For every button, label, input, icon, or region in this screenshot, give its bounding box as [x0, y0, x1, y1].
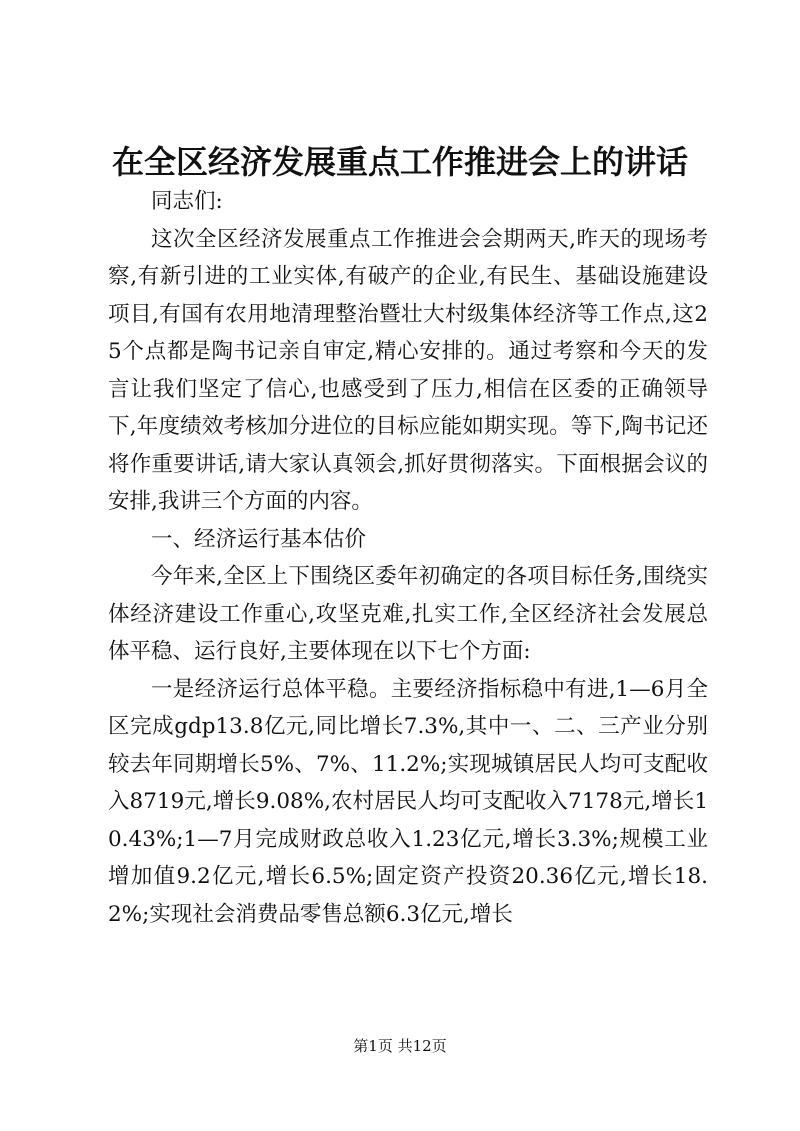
- document-title: 在全区经济发展重点工作推进会上的讲话: [111, 143, 688, 181]
- paragraph-overview: 今年来,全区上下围绕区委年初确定的各项目标任务,围绕实体经济建设工作重心,攻坚克难,扎实工作,全区经济社会发展总体平稳、运行良好,主要体现在以下七个方面:: [108, 564, 708, 664]
- paragraph-intro: 这次全区经济发展重点工作推进会会期两天,昨天的现场考察,有新引进的工业实体,有破产的企业,有民生、基础设施建设项目,有国有农用地清理整治暨壮大村级集体经济等工作点,这25个点都是陶书记亲自审定,精心安排的。通过考察和今天的发言让我们坚定了信心,也感受到了压力,相信在区委的正确领导下,年度绩效考核加分进位的目标应能如期实现。等下,陶书记还将作重要讲话,请大家认真领会,抓好贯彻落实。下面根据会议的安排,我讲三个方面的内容。: [108, 226, 708, 514]
- page-footer: 第1页 共12页: [353, 1037, 447, 1055]
- section-heading: 一、经济运行基本估价: [151, 526, 367, 552]
- salutation: 同志们:: [151, 189, 223, 214]
- paragraph-economy: 一是经济运行总体平稳。主要经济指标稳中有进,1—6月全区完成gdp13.8亿元,同比增长7.3%,其中一、二、三产业分别较去年同期增长5%、7%、11.2%;实现城镇居民人均可支配收入8719元,增长9.08%,农村居民人均可支配收入7178元,增长10.43%;1—7月完成财政总收入1.23亿元,增长3.3%;规模工业增加值9.2亿元,增长6.5%;固定资产投资20.36亿元,增长18.2%;实现社会消费品零售总额6.3亿元,增长: [108, 676, 708, 927]
- document-body: [108, 183, 708, 933]
